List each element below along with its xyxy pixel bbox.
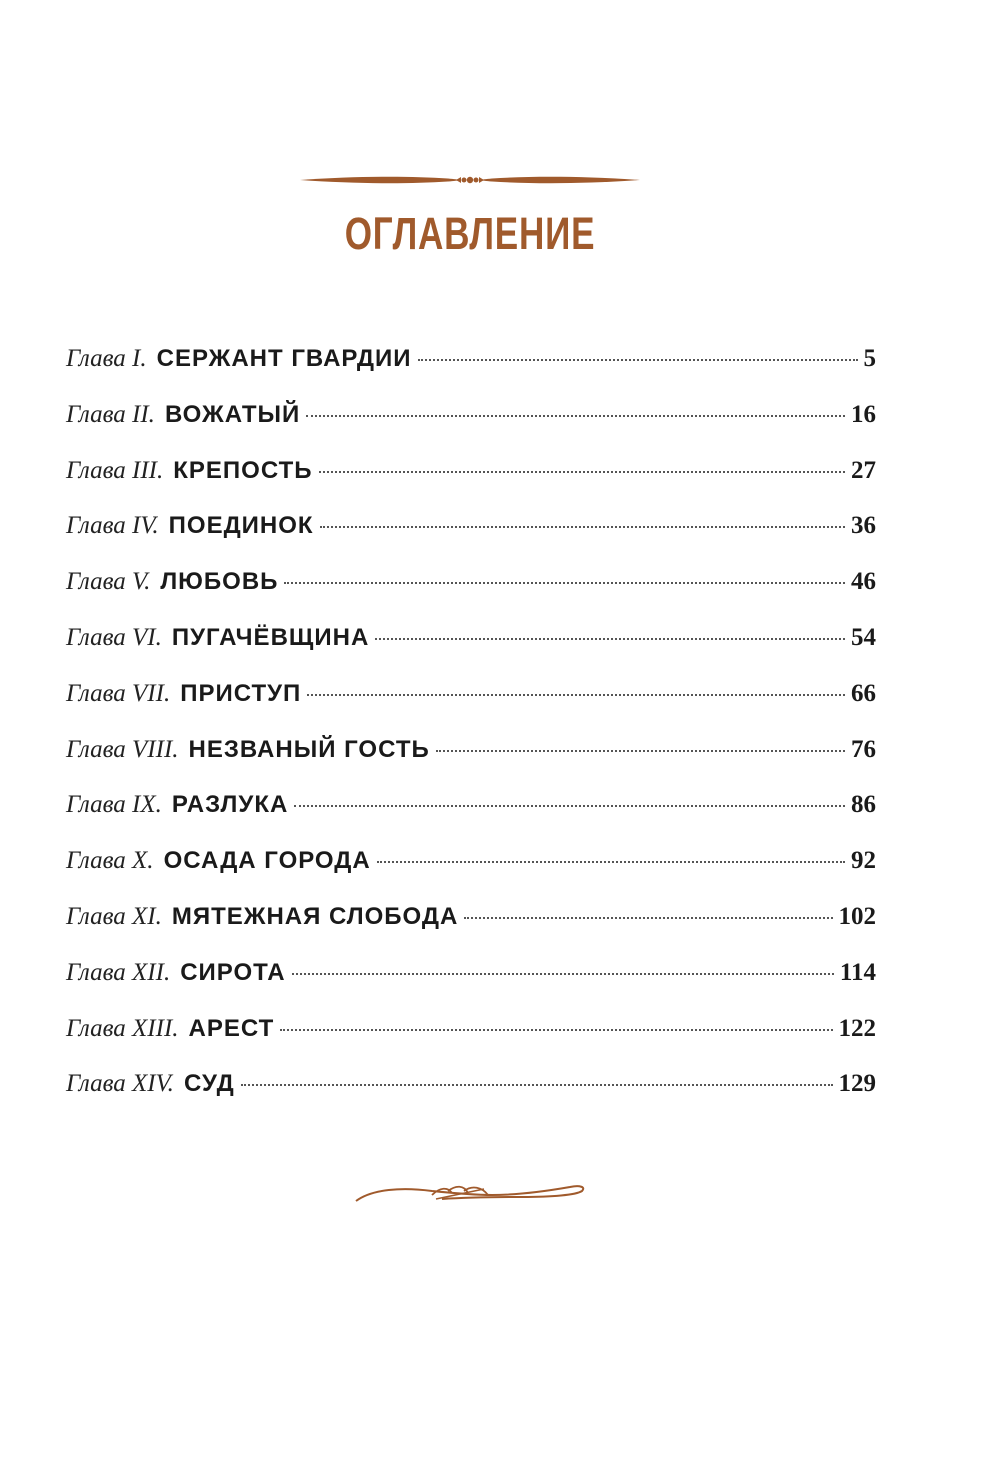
chapter-number: Глава VII. bbox=[66, 679, 171, 707]
chapter-number: Глава XII. bbox=[66, 958, 171, 986]
chapter-title: СЕРЖАНТ ГВАРДИИ bbox=[156, 345, 412, 372]
chapter-number: Глава V. bbox=[66, 568, 151, 596]
page-number: 46 bbox=[851, 568, 876, 596]
dot-leader bbox=[375, 638, 845, 640]
chapter-title: АРЕСТ bbox=[188, 1014, 275, 1042]
toc-entry bbox=[66, 401, 876, 457]
page-number: 16 bbox=[851, 400, 876, 428]
toc-entry bbox=[66, 568, 876, 624]
page-number: 5 bbox=[863, 345, 876, 372]
page-number: 102 bbox=[838, 902, 876, 930]
chapter-title: ОСАДА ГОРОДА bbox=[163, 847, 371, 875]
chapter-number: Глава X. bbox=[66, 847, 154, 875]
table-of-contents bbox=[66, 345, 876, 1126]
chapter-number: Глава XI. bbox=[66, 902, 162, 930]
page-title: ОГЛАВЛЕНИЕ bbox=[344, 208, 596, 259]
page-number: 27 bbox=[851, 456, 876, 484]
toc-entry bbox=[66, 736, 876, 792]
top-divider-ornament bbox=[298, 170, 642, 190]
chapter-title: КРЕПОСТЬ bbox=[173, 456, 313, 484]
dot-leader bbox=[418, 359, 858, 361]
chapter-number: Глава VIII. bbox=[66, 735, 179, 763]
toc-entry bbox=[66, 512, 876, 568]
toc-entry bbox=[66, 1015, 876, 1071]
page-number: 122 bbox=[838, 1014, 876, 1042]
dot-leader bbox=[320, 526, 845, 528]
dot-leader bbox=[294, 805, 845, 807]
dot-leader bbox=[377, 861, 845, 863]
dot-leader bbox=[241, 1084, 833, 1086]
page-number: 76 bbox=[851, 735, 876, 763]
toc-entry bbox=[66, 791, 876, 847]
chapter-number: Глава IX. bbox=[66, 791, 162, 819]
dot-leader bbox=[307, 694, 845, 696]
chapter-title: МЯТЕЖНАЯ СЛОБОДА bbox=[171, 902, 459, 930]
toc-entry bbox=[66, 1070, 876, 1126]
chapter-number: Глава I. bbox=[66, 345, 147, 372]
chapter-title: ЛЮБОВЬ bbox=[160, 568, 279, 596]
chapter-title: ПРИСТУП bbox=[180, 679, 302, 707]
dot-leader bbox=[436, 750, 845, 752]
dot-leader bbox=[284, 582, 845, 584]
dot-leader bbox=[292, 973, 834, 975]
dot-leader bbox=[306, 415, 845, 417]
toc-entry bbox=[66, 345, 876, 401]
page-number: 54 bbox=[851, 623, 876, 651]
chapter-title: НЕЗВАНЫЙ ГОСТЬ bbox=[188, 735, 430, 763]
chapter-number: Глава IV. bbox=[66, 512, 159, 540]
chapter-number: Глава XIII. bbox=[66, 1014, 179, 1042]
page-number: 86 bbox=[851, 791, 876, 819]
dot-leader bbox=[464, 917, 832, 919]
toc-entry bbox=[66, 457, 876, 513]
dot-leader bbox=[280, 1029, 832, 1031]
page-number: 66 bbox=[851, 679, 876, 707]
page-number: 129 bbox=[838, 1070, 876, 1098]
page-number: 92 bbox=[851, 847, 876, 875]
chapter-title: ПУГАЧЁВЩИНА bbox=[171, 623, 370, 651]
chapter-title: СУД bbox=[183, 1070, 235, 1098]
chapter-number: Глава XIV. bbox=[66, 1070, 174, 1098]
toc-entry bbox=[66, 624, 876, 680]
toc-entry bbox=[66, 903, 876, 959]
chapter-title: СИРОТА bbox=[180, 958, 286, 986]
dot-leader bbox=[319, 471, 846, 473]
chapter-number: Глава III. bbox=[66, 456, 164, 484]
toc-entry bbox=[66, 847, 876, 903]
chapter-number: Глава VI. bbox=[66, 623, 162, 651]
chapter-title: ВОЖАТЫЙ bbox=[164, 400, 301, 428]
chapter-title: РАЗЛУКА bbox=[171, 791, 289, 819]
toc-entry bbox=[66, 680, 876, 736]
page-number: 36 bbox=[851, 512, 876, 540]
toc-entry bbox=[66, 959, 876, 1015]
bottom-flourish-ornament bbox=[352, 1175, 588, 1211]
chapter-title: ПОЕДИНОК bbox=[168, 512, 314, 540]
chapter-number: Глава II. bbox=[66, 400, 155, 428]
page-number: 114 bbox=[839, 958, 876, 986]
